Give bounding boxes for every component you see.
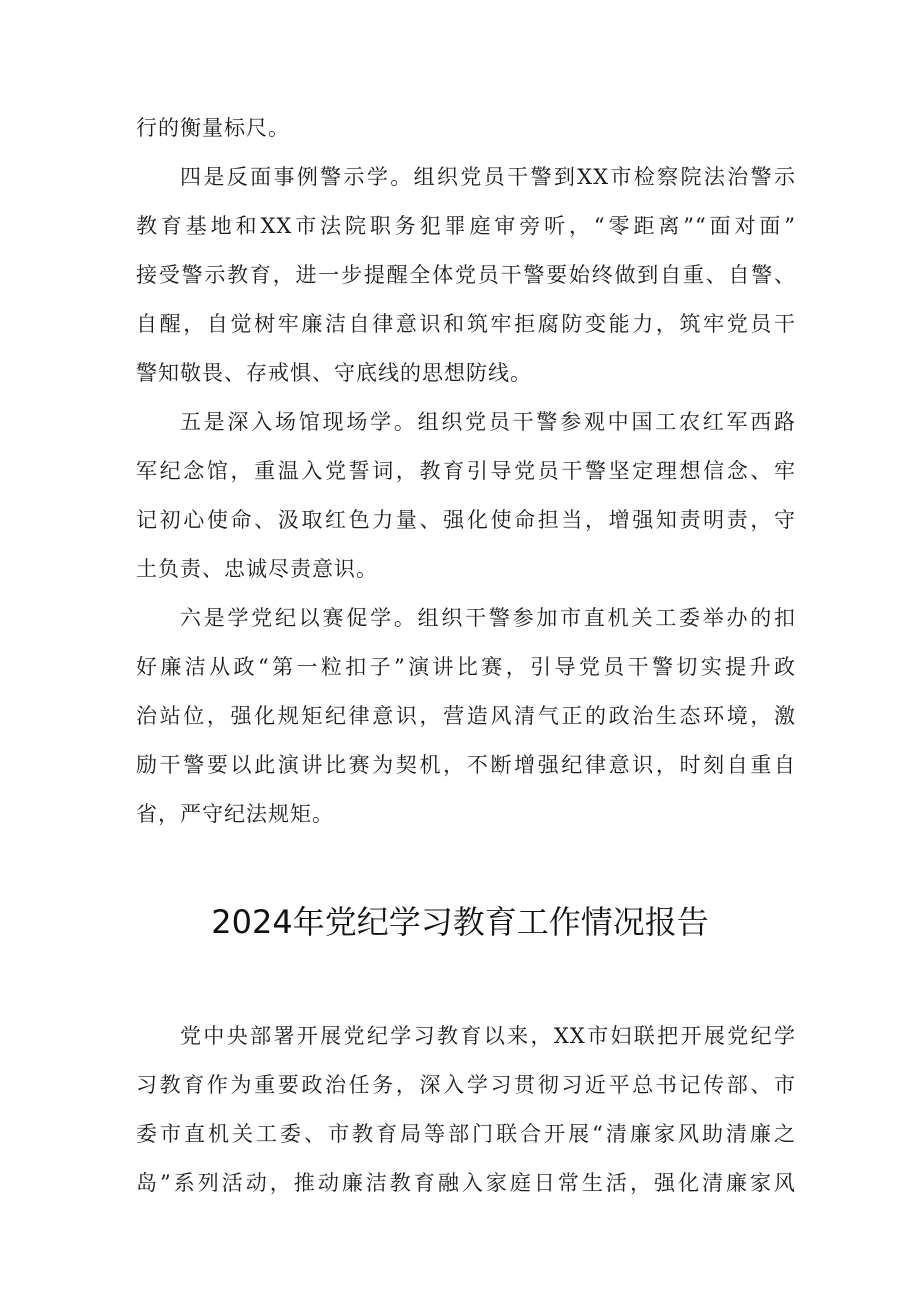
text-line: 省，严守纪法规矩。 [136, 802, 334, 826]
text-line: 警知敬畏、存戒惧、守底线的思想防线。 [136, 361, 532, 385]
text-line: 六是学党纪以赛促学。组织干警参加市直机关工委举办的扣 [180, 606, 796, 630]
text-line: 军纪念馆，重温入党誓词，教育引导党员干警坚定理想信念、牢 [136, 459, 796, 483]
text-line: 委市直机关工委、市教育局等部门联合开展“清廉家风助清廉之 [136, 1122, 796, 1146]
text-line: 接受警示教育，进一步提醒全体党员干警要始终做到自重、自警、 [136, 263, 796, 287]
text-line: 习教育作为重要政治任务，深入学习贯彻习近平总书记传部、市 [136, 1073, 796, 1097]
paragraph-warning-education [136, 153, 796, 398]
text-line: 好廉洁从政“第一粒扣子”演讲比赛，引导党员干警切实提升政 [136, 655, 796, 679]
text-line: 行的衡量标尺。 [136, 116, 290, 140]
text-line: 四是反面事例警示学。组织党员干警到XX市检察院法治警示 [180, 165, 796, 189]
text-line: 教育基地和XX市法院职务犯罪庭审旁听，“零距离”“面对面” [136, 214, 796, 238]
text-line: 党中央部署开展党纪学习教育以来，XX市妇联把开展党纪学 [180, 1024, 796, 1048]
text-line: 治站位，强化规矩纪律意识，营造风清气正的政治生态环境，激 [136, 704, 796, 728]
report-title: 2024年党纪学习教育工作情况报告 [211, 903, 709, 941]
paragraph-report-intro [136, 1012, 796, 1208]
text-line: 五是深入场馆现场学。组织党员干警参观中国工农红军西路 [180, 410, 796, 434]
paragraph-speech-contest [136, 594, 796, 839]
text-line: 记初心使命、汲取红色力量、强化使命担当，增强知责明责，守 [136, 508, 796, 532]
text-line: 自醒，自觉树牢廉洁自律意识和筑牢拒腐防变能力，筑牢党员干 [136, 312, 796, 336]
paragraph-venue-visit [136, 398, 796, 594]
text-line: 土负责、忠诚尽责意识。 [136, 557, 378, 581]
text-line: 励干警要以此演讲比赛为契机，不断增强纪律意识，时刻自重自 [136, 753, 796, 777]
text-line: 岛”系列活动，推动廉洁教育融入家庭日常生活，强化清廉家风 [136, 1171, 796, 1195]
paragraph-continuation [136, 104, 796, 153]
